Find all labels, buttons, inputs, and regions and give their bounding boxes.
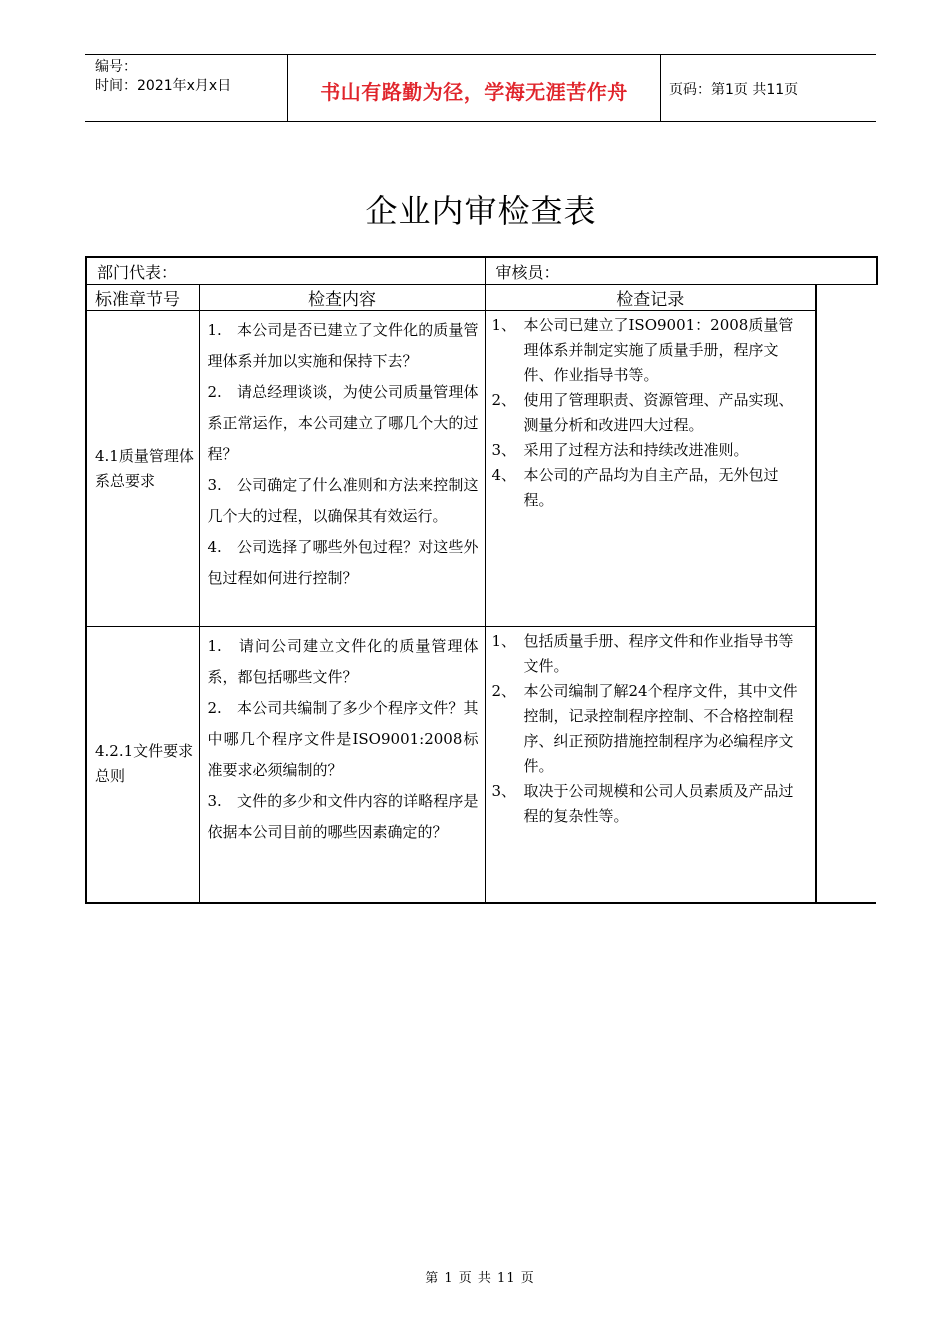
serial-label: 编号： xyxy=(95,59,137,75)
record-text: 本公司已建立了ISO9001：2008质量管理体系并制定实施了质量手册，程序文件、作业指导书等。 xyxy=(523,316,794,384)
record-item xyxy=(492,438,808,463)
content-item: 1. 请问公司建立文件化的质量管理体系，都包括哪些文件？ xyxy=(207,637,479,686)
record-text: 本公司编制了解24个程序文件，其中文件控制，记录控制程序控制、不合格控制程序、纠正预防措施控制程序为必编程序文件。 xyxy=(523,682,798,775)
header-page-info: 页码：第1页 共11页 xyxy=(669,82,799,98)
header-bottom-rule xyxy=(85,121,876,122)
header-meta xyxy=(95,58,231,96)
record-number: 2、 xyxy=(491,391,517,409)
record-item xyxy=(492,388,808,438)
record-text: 使用了管理职责、资源管理、产品实现、测量分析和改进四大过程。 xyxy=(523,391,794,434)
dept-rep-cell: 部门代表： xyxy=(86,257,485,285)
record-number: 1、 xyxy=(491,632,517,650)
record-item xyxy=(492,679,808,779)
header-content: 检查内容 xyxy=(199,285,485,311)
record-cell xyxy=(485,311,816,627)
header-divider xyxy=(660,54,661,121)
content-item: 4. 公司选择了哪些外包过程？对这些外包过程如何进行控制？ xyxy=(207,538,479,587)
table-bottom-rule xyxy=(815,902,876,904)
table-row xyxy=(86,311,877,627)
record-text: 取决于公司规模和公司人员素质及产品过程的复杂性等。 xyxy=(523,782,794,825)
record-text: 包括质量手册、程序文件和作业指导书等文件。 xyxy=(523,632,794,675)
section-cell: 4.2.1文件要求总则 xyxy=(86,627,199,903)
table-meta-row xyxy=(86,257,877,285)
page-footer: 第 1 页 共 11 页 xyxy=(425,1271,535,1286)
section-cell: 4.1质量管理体系总要求 xyxy=(86,311,199,627)
audit-checklist-table xyxy=(85,256,878,904)
record-item xyxy=(492,313,808,388)
record-number: 3、 xyxy=(491,441,517,459)
header-top-rule xyxy=(85,54,876,55)
document-title: 企业内审检查表 xyxy=(365,192,597,230)
table-header-row xyxy=(86,285,877,311)
record-number: 1、 xyxy=(491,316,517,334)
content-item: 3. 公司确定了什么准则和方法来控制这几个大的过程，以确保其有效运行。 xyxy=(207,476,479,525)
record-number: 2、 xyxy=(491,682,517,700)
record-number: 4、 xyxy=(491,466,517,484)
auditor-cell: 审核员： xyxy=(485,257,877,285)
record-number: 3、 xyxy=(491,782,517,800)
content-item: 3. 文件的多少和文件内容的详略程序是依据本公司目前的哪些因素确定的？ xyxy=(207,792,479,841)
time-label: 时间：2021年x月x日 xyxy=(95,78,232,94)
record-item xyxy=(492,463,808,513)
content-cell xyxy=(199,627,485,903)
content-item: 2. 请总经理谈谈，为使公司质量管理体系正常运作，本公司建立了哪几个大的过程？ xyxy=(207,383,479,463)
record-text: 本公司的产品均为自主产品，无外包过程。 xyxy=(523,466,779,509)
blank-column xyxy=(816,285,877,903)
header-section: 标准章节号 xyxy=(86,285,199,311)
record-text: 采用了过程方法和持续改进准则。 xyxy=(523,441,749,459)
header-motto: 书山有路勤为径，学海无涯苦作舟 xyxy=(320,80,628,104)
content-cell xyxy=(199,311,485,627)
content-item: 1. 本公司是否已建立了文件化的质量管理体系并加以实施和保持下去？ xyxy=(207,321,479,370)
header-record: 检查记录 xyxy=(485,285,816,311)
record-cell xyxy=(485,627,816,903)
table-row xyxy=(86,627,877,903)
content-item: 2. 本公司共编制了多少个程序文件？其中哪几个程序文件是ISO9001:2008标准要求必须编制的？ xyxy=(207,699,479,779)
record-item xyxy=(492,779,808,829)
record-item xyxy=(492,629,808,679)
